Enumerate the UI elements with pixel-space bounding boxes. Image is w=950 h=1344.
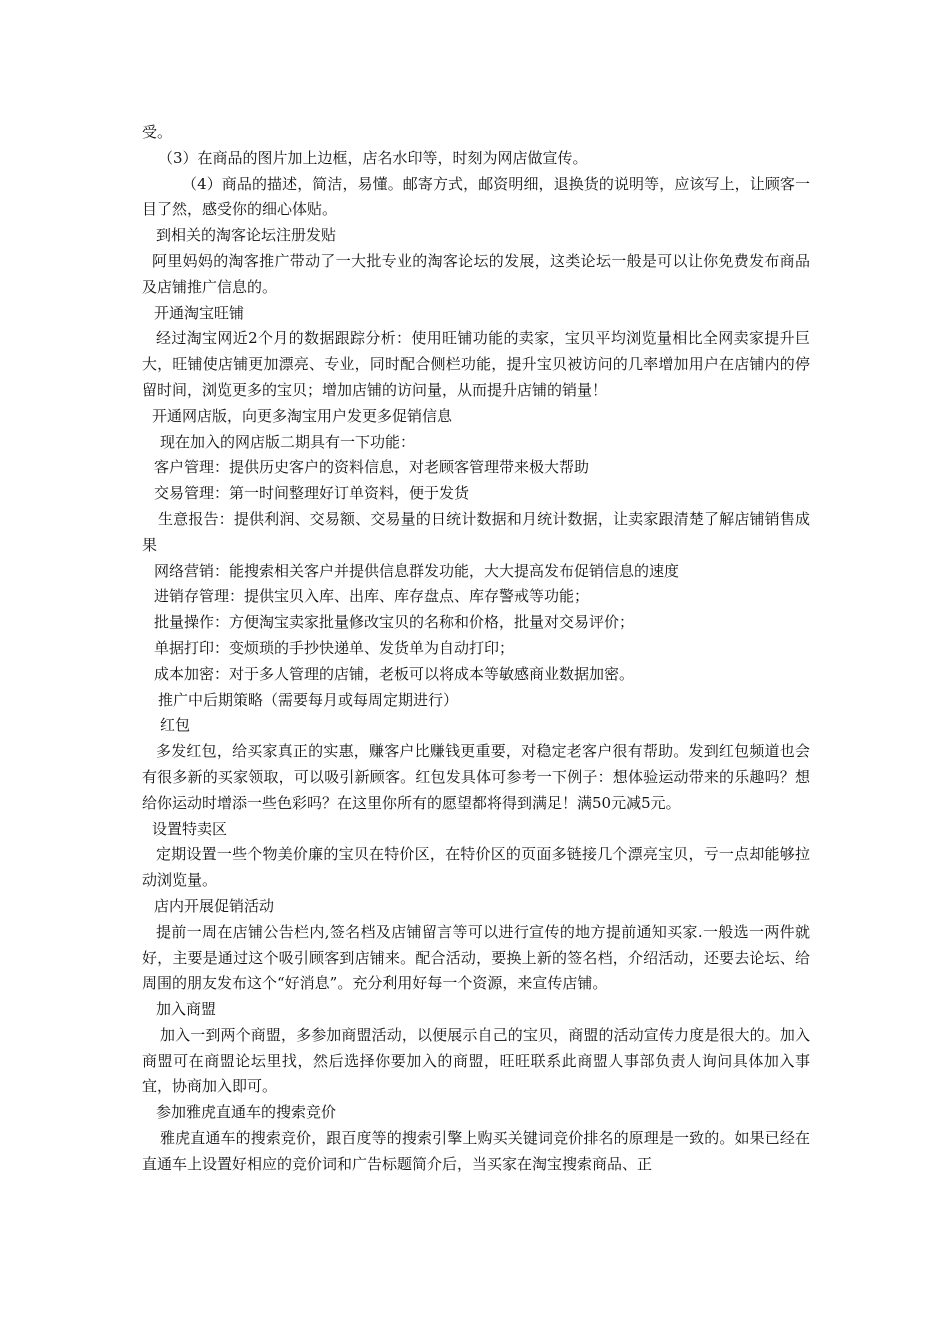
paragraph: 现在加入的网店版二期具有一下功能： <box>160 432 416 451</box>
paragraph: 店内开展促销活动 <box>154 896 275 915</box>
paragraph: 提前一周在店铺公告栏内,签名档及店铺留言等可以进行宣传的地方提前通知买家.一般选一两件就好，主要是通过这个吸引顾客到店铺来。配合活动，要换上新的签名档，介绍活动，还要去论坛、给周围的朋友发布这个“好消息”。充分利用好每一个资源，来宣传店铺。 <box>142 922 810 993</box>
document-page <box>142 120 810 1178</box>
paragraph: 参加雅虎直通车的搜索竞价 <box>156 1103 337 1122</box>
paragraph: 客户管理：提供历史客户的资料信息，对老顾客管理带来极大帮助 <box>154 458 590 477</box>
paragraph: 生意报告：提供利润、交易额、交易量的日统计数据和月统计数据，让卖家跟清楚了解店铺销售成果 <box>142 509 810 554</box>
paragraph: 交易管理：第一时间整理好订单资料，便于发货 <box>154 484 470 503</box>
paragraph: 阿里妈妈的淘客推广带动了一大批专业的淘客论坛的发展，这类论坛一般是可以让你免费发布商品及店铺推广信息的。 <box>142 251 810 296</box>
paragraph: 网络营销：能搜索相关客户并提供信息群发功能，大大提高发布促销信息的速度 <box>154 561 680 580</box>
paragraph: 经过淘宝网近2个月的数据跟踪分析：使用旺铺功能的卖家，宝贝平均浏览量相比全网卖家提升巨大，旺铺使店铺更加漂亮、专业，同时配合侧栏功能，提升宝贝被访问的几率增加用户在店铺内的停留时间，浏览更多的宝贝；增加店铺的访问量，从而提升店铺的销量！ <box>142 329 810 399</box>
paragraph: 受。 <box>142 123 173 141</box>
paragraph: 定期设置一些个物美价廉的宝贝在特价区，在特价区的页面多链接几个漂亮宝贝，亏一点却能够拉动浏览量。 <box>142 845 810 890</box>
paragraph: 开通网店版，向更多淘宝用户发更多促销信息 <box>152 406 453 425</box>
paragraph: 雅虎直通车的搜索竞价，跟百度等的搜索引擎上购买关键词竞价排名的原理是一致的。如果已经在直通车上设置好相应的竞价词和广告标题简介后，当买家在淘宝搜索商品、正 <box>142 1129 810 1173</box>
paragraph: （4）商品的描述，简洁，易懂。邮寄方式，邮资明细，退换货的说明等，应该写上，让顾客一目了然，感受你的细心体贴。 <box>142 174 810 219</box>
paragraph: 红包 <box>160 716 191 735</box>
paragraph: 进销存管理：提供宝贝入库、出库、库存盘点、库存警戒等功能； <box>154 587 590 606</box>
paragraph: 加入一到两个商盟，多参加商盟活动，以便展示自己的宝贝，商盟的活动宣传力度是很大的。加入商盟可在商盟论坛里找，然后选择你要加入的商盟，旺旺联系此商盟人事部负责人询问具体加入事宜，协商加入即可。 <box>142 1025 810 1096</box>
paragraph: 推广中后期策略（需要每月或每周定期进行） <box>158 690 459 709</box>
paragraph: 设置特卖区 <box>152 819 228 838</box>
paragraph: 开通淘宝旺铺 <box>154 303 245 322</box>
paragraph: 单据打印：变烦琐的手抄快递单、发货单为自动打印； <box>154 638 515 657</box>
paragraph: 多发红包，给买家真正的实惠，赚客户比赚钱更重要，对稳定老客户很有帮助。发到红包频道也会有很多新的买家领取，可以吸引新顾客。红包发具体可参考一下例子：想体验运动带来的乐趣吗？想给你运动时增添一些色彩吗？在这里你所有的愿望都将得到满足！满50元减5元。 <box>142 742 810 812</box>
paragraph: 成本加密：对于多人管理的店铺，老板可以将成本等敏感商业数据加密。 <box>154 664 635 683</box>
paragraph: 到相关的淘客论坛注册发贴 <box>156 226 337 245</box>
paragraph: （3）在商品的图片加上边框，店名水印等，时刻为网店做宣传。 <box>158 148 588 167</box>
paragraph: 加入商盟 <box>156 1000 217 1019</box>
paragraph: 批量操作：方便淘宝卖家批量修改宝贝的名称和价格，批量对交易评价； <box>154 613 635 632</box>
